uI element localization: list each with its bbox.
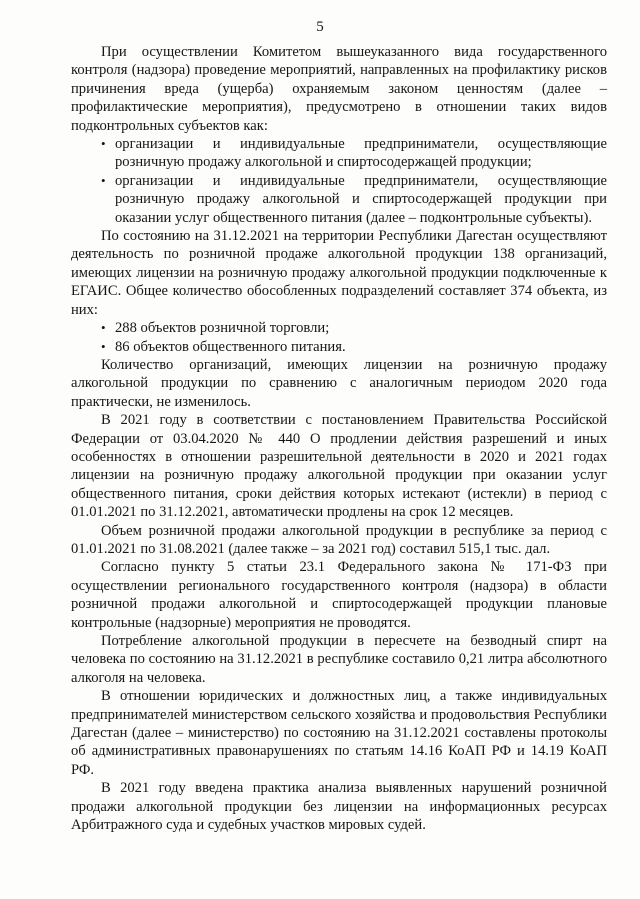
paragraph: В отношении юридических и должностных лиц, а также индивидуальных предпринимателей министерством сельского хозяйства и продовольствия Республики Дагестан (далее – министерство) по состоянию на 31.12.2021 составлены протоколы об административных правонарушениях по статьям 14.16 КоАП РФ и 14.19 КоАП РФ. xyxy=(71,688,607,778)
paragraph: При осуществлении Комитетом вышеуказанного вида государственного контроля (надзора) проведение мероприятий, направленных на профилактику рисков причинения вреда (ущерба) охраняемым законом ценностям (далее – профилактические мероприятия), предусмотрено в отношении таких видов подконтрольных субъектов как: xyxy=(71,44,607,134)
bullet-icon: • xyxy=(101,172,106,188)
bullet-icon: • xyxy=(101,136,106,152)
bullet-list-subject-types xyxy=(71,135,607,227)
document-body xyxy=(71,43,607,834)
list-item xyxy=(71,338,607,356)
list-item xyxy=(71,135,607,172)
bullet-list-objects xyxy=(71,319,607,356)
bullet-icon: • xyxy=(101,338,106,354)
list-item-text: 86 объектов общественного питания. xyxy=(115,338,346,355)
page-number: 5 xyxy=(316,19,324,35)
list-item xyxy=(71,319,607,337)
paragraph: Количество организаций, имеющих лицензии на розничную продажу алкогольной продукции по сравнению с аналогичным периодом 2020 года практически, не изменилось. xyxy=(71,356,607,410)
paragraph: Потребление алкогольной продукции в пересчете на безводный спирт на человека по состоянию на 31.12.2021 в республике составило 0,21 литра абсолютного алкоголя на человека. xyxy=(71,633,607,686)
paragraph: По состоянию на 31.12.2021 на территории Республики Дагестан осуществляют деятельность по розничной продаже алкогольной продукции 138 организаций, имеющих лицензии на розничную продажу алкогольной продукции подключенные к ЕГАИС. Общее количество обособленных подразделений составляет 374 объекта, из них: xyxy=(71,228,607,318)
paragraph: В 2021 году введена практика анализа выявленных нарушений розничной продажи алкогольной продукции без лицензии на информационных ресурсах Арбитражного суда и судебных участков мировых судей. xyxy=(71,780,607,834)
paragraph: Объем розничной продажи алкогольной продукции в республике за период с 01.01.2021 по 31.08.2021 (далее также – за 2021 год) составил 515,1 тыс. дал. xyxy=(71,522,607,557)
list-item xyxy=(71,172,607,227)
bullet-icon: • xyxy=(101,320,106,336)
list-item-text: организации и индивидуальные предприниматели, осуществляющие розничную продажу алкогольной и спиртосодержащей продукции; xyxy=(115,136,607,171)
paragraph: Согласно пункту 5 статьи 23.1 Федерального закона № 171-ФЗ при осуществлении регионального государственного контроля (надзора) в области розничной продажи алкогольной и спиртосодержащей продукции плановые контрольные (надзорные) мероприятия не проводятся. xyxy=(71,559,607,631)
list-item-text: организации и индивидуальные предприниматели, осуществляющие розничную продажу алкогольной и спиртосодержащей продукции при оказании услуг общественного питания (далее – подконтрольные субъекты). xyxy=(115,172,607,226)
list-item-text: 288 объектов розничной торговли; xyxy=(115,320,330,337)
paragraph: В 2021 году в соответствии с постановлением Правительства Российской Федерации от 03.04.2020 № 440 О продлении действия разрешений и иных особенностях в отношении разрешительной деятельности в 2020 и 2021 годах лицензии на розничную продажу алкогольной продукции при оказании услуг общественного питания, сроки действия которых истекают (истекли) в период с 01.01.2021 по 31.12.2021, автоматически продлены на срок 12 месяцев. xyxy=(71,412,607,521)
